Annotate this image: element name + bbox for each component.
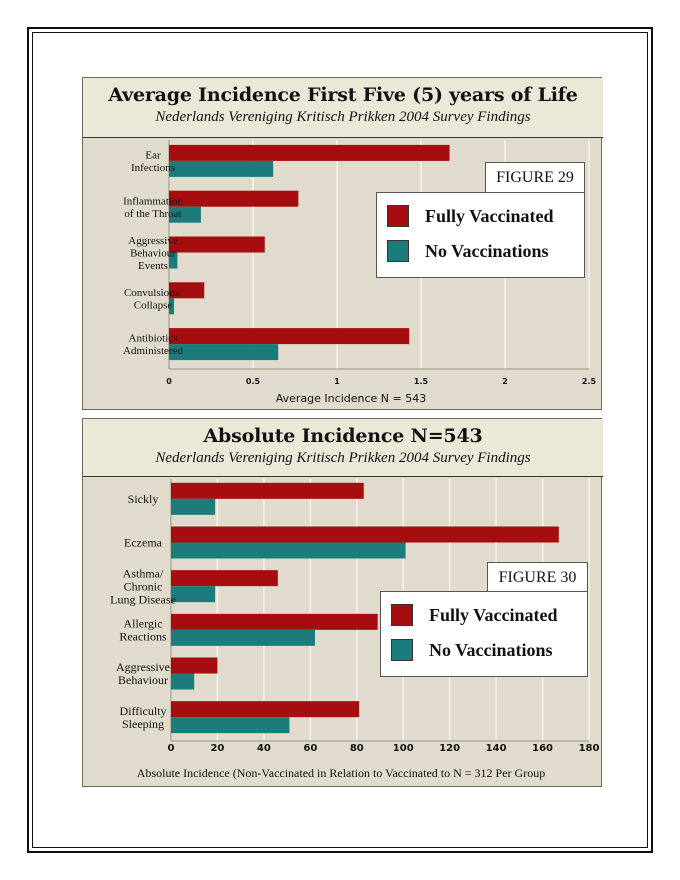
x-tick-label: 20 [210,743,225,754]
category-label [119,704,166,731]
legend-swatch-no-vaccinations [387,240,409,262]
category-label-line: Infections [131,162,175,174]
bar-fully-vaccinated [169,328,409,344]
category-label-line: Events [138,259,168,272]
bar-no-vaccinations [169,344,278,360]
category-label-line: Difficulty [119,703,167,718]
legend-label-no-vaccinations: No Vaccinations [425,240,549,261]
category-label-line: Chronic [123,579,163,594]
category-label-line: Sickly [127,492,159,507]
bar-fully-vaccinated [169,145,450,161]
category-label [119,617,167,644]
figure-29-label [485,162,585,194]
category-label [128,492,159,506]
category-label-line: Eczema [124,535,162,550]
category-label-line: Collapse [133,299,173,312]
x-tick-label: 1 [334,377,340,386]
category-label [124,536,163,550]
figure-29-subtitle: Nederlands Vereniging Kritisch Prikken 2004 Survey Findings [155,109,531,125]
category-label-line: Lung Disease [110,592,176,607]
category-label [116,660,170,687]
legend-item-fully-vaccinated [391,602,558,628]
x-tick-label: 160 [532,743,553,754]
category-label-line: Convulsions/ [123,286,183,299]
category-label-line: Sleeping [122,716,164,731]
category-label [131,150,175,175]
legend-swatch-fully-vaccinated [387,205,409,227]
legend-item-no-vaccinations [387,238,549,264]
x-tick-label: 40 [256,743,271,754]
bar-fully-vaccinated [171,483,364,499]
bar-fully-vaccinated [171,701,359,717]
legend-label-fully-vaccinated: Fully Vaccinated [425,205,554,226]
x-tick-label: 2 [502,377,508,386]
legend-item-fully-vaccinated [387,203,554,229]
x-tick-label: 180 [578,743,600,754]
x-tick-label: 120 [439,743,461,754]
category-label-line: Behaviour [130,247,176,260]
bar-fully-vaccinated [171,614,378,630]
category-label [123,195,183,220]
x-tick-label: 60 [303,743,318,754]
figure-30-title: Absolute Incidence N=543 [203,425,483,447]
legend-label-fully-vaccinated: Fully Vaccinated [429,604,558,625]
bar-fully-vaccinated [169,191,298,207]
bar-no-vaccinations [171,717,289,733]
category-label-line: Administered [123,345,183,358]
x-axis-label: Absolute Incidence (Non-Vaccinated in Relation to Vaccinated to N = 312 Per Group [136,766,546,780]
figure-29-title: Average Incidence First Five (5) years of Life [108,84,578,106]
bar-no-vaccinations [169,161,273,177]
figure-30-label-text: FIGURE 30 [498,569,577,586]
category-label-line: Allergic [123,616,163,631]
category-label [110,566,176,606]
legend-swatch-no-vaccinations [391,639,413,661]
figure-30-title-box [83,419,603,477]
category-label-line: Reactions [119,629,167,644]
bar-no-vaccinations [171,674,194,690]
x-tick-label: 0 [167,743,175,754]
category-label-line: Inflammation [123,195,183,208]
x-tick-label: 140 [485,743,507,754]
bar-no-vaccinations [171,543,406,559]
figure-29-panel [82,77,602,410]
x-tick-label: 1.5 [413,377,429,386]
bar-fully-vaccinated [171,570,278,586]
bar-fully-vaccinated [171,527,559,543]
figure-29-title-box [83,78,603,138]
x-tick-label: 0.5 [245,377,261,386]
bar-no-vaccinations [171,586,215,602]
category-label-line: Aggressive [128,234,178,247]
category-label-line: of the Throat [124,207,182,220]
x-tick-label: 0 [166,377,172,386]
x-axis-label: Average Incidence N = 543 [275,392,427,405]
x-tick-label: 2.5 [581,377,597,386]
x-tick-label: 100 [392,743,414,754]
legend-label-no-vaccinations: No Vaccinations [429,639,553,660]
bar-no-vaccinations [171,630,315,646]
category-label-line: Asthma/ [122,566,164,581]
category-label-line: Behaviour [118,673,168,688]
figure-29-legend [376,192,585,278]
figure-30-label [487,562,588,594]
legend-item-no-vaccinations [391,637,553,663]
figure-29-label-text: FIGURE 29 [496,169,574,186]
figure-30-subtitle: Nederlands Vereniging Kritisch Prikken 2004 Survey Findings [155,450,531,466]
bar-fully-vaccinated [169,237,265,253]
legend-swatch-fully-vaccinated [391,604,413,626]
bar-fully-vaccinated [171,658,217,674]
category-label [123,333,183,358]
category-label-line: Antibiotics [128,332,178,345]
figure-30-panel [82,418,602,787]
figure-30-legend [380,591,588,677]
category-label-line: Aggressive [116,660,170,675]
bar-no-vaccinations [171,499,215,515]
x-tick-label: 80 [349,743,364,754]
category-label-line: Ear [145,149,161,162]
